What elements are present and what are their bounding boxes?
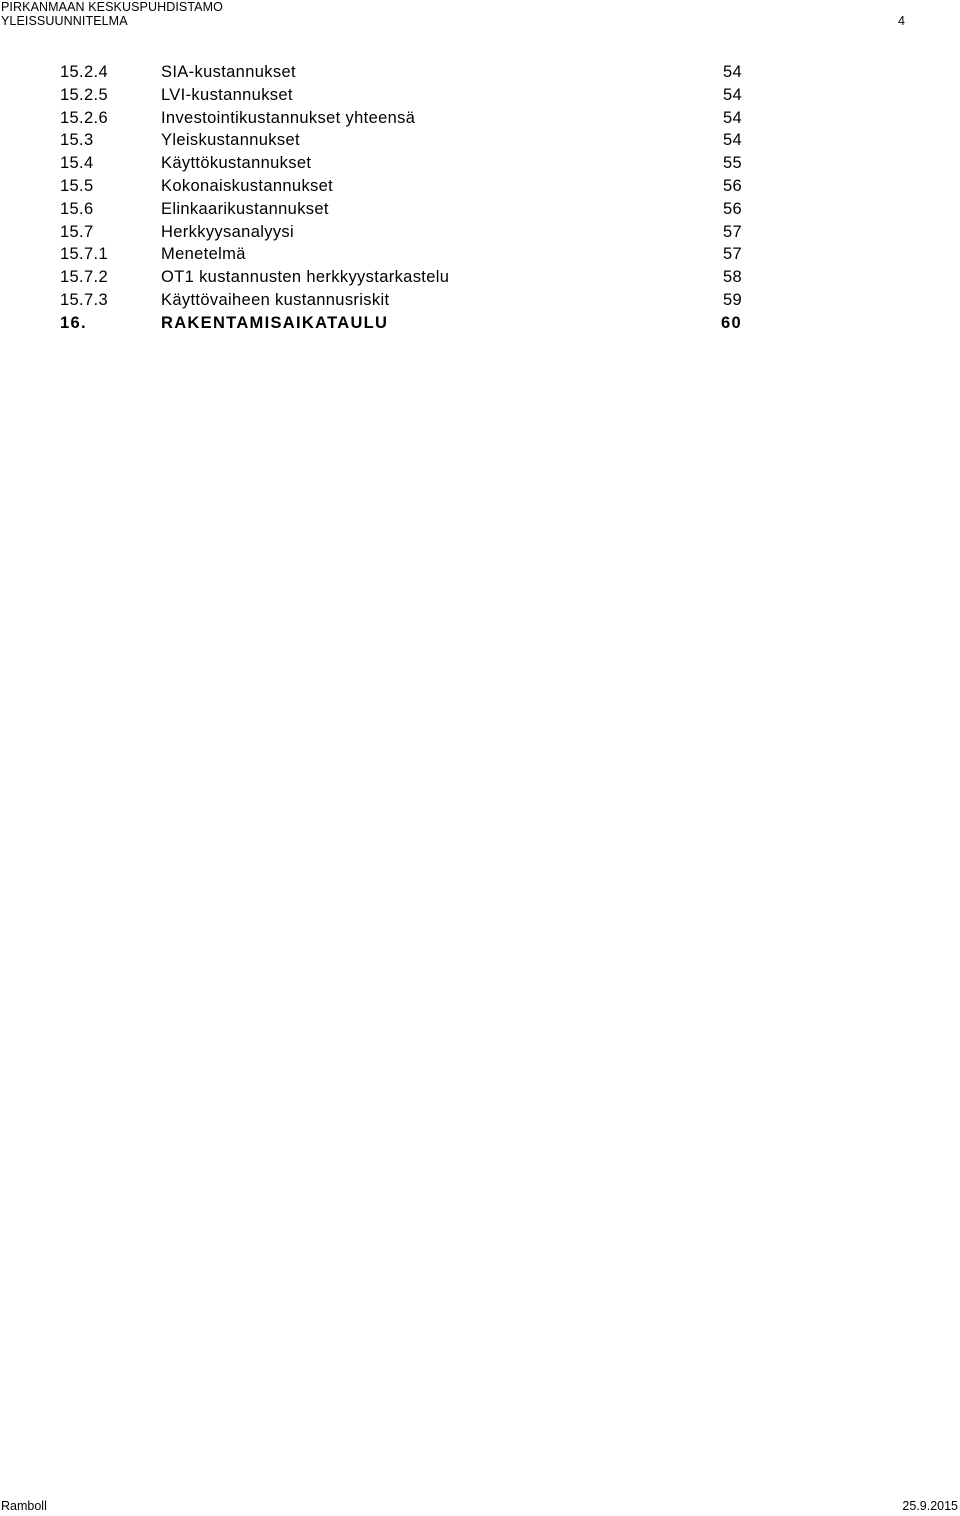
header-organization: PIRKANMAAN KESKUSPUHDISTAMO [1,0,223,14]
toc-entry-number: 15.4 [60,154,94,173]
toc-entry-title: SIA-kustannukset [161,63,296,81]
toc-entry[interactable] [60,243,744,266]
toc-entry-page: 54 [722,131,742,150]
toc-entry-page: 56 [722,199,742,218]
toc-entry[interactable] [60,266,744,289]
toc-entry-title: Elinkaarikustannukset [161,199,329,218]
toc-entry[interactable] [60,198,744,221]
toc-entry-title: Herkkyysanalyysi [161,222,295,241]
toc-entry-page: 54 [722,63,742,81]
toc-entry-number: 15.5 [60,176,94,195]
toc-entry-page: 55 [722,154,742,173]
toc-entry-number: 15.7.2 [60,268,108,287]
toc-entry-title: Yleiskustannukset [161,131,300,150]
toc-entry-page: 54 [722,85,742,104]
toc-entry-page: 56 [722,176,742,195]
toc-entry-page: 57 [722,245,742,264]
toc-entry-title: LVI-kustannukset [161,85,293,104]
toc-entry[interactable] [60,61,744,84]
toc-entry[interactable] [60,221,744,244]
toc-entry[interactable] [60,175,744,198]
toc-entry-number: 15.6 [60,199,94,218]
toc-entry-page: 57 [722,222,742,241]
footer-company: Ramboll [1,1499,47,1513]
toc-entry[interactable] [60,289,744,312]
toc-entry-page: 54 [722,108,742,127]
table-of-contents [60,61,744,335]
toc-entry-number: 15.2.6 [60,108,108,127]
toc-entry-number: 16. [60,313,87,332]
toc-entry-number: 15.7 [60,222,94,241]
toc-entry-page: 59 [722,290,742,309]
toc-entry-title: Käyttökustannukset [161,154,312,173]
page-number: 4 [898,14,905,28]
toc-chapter-entry[interactable] [60,312,744,335]
toc-entry[interactable] [60,129,744,152]
toc-entry-number: 15.7.3 [60,290,108,309]
header-document-title: YLEISSUUNNITELMA [1,14,128,28]
toc-entry-page: 58 [722,268,742,287]
toc-entry-title: Menetelmä [161,245,246,264]
toc-entry-number: 15.2.5 [60,85,108,104]
toc-entry[interactable] [60,84,744,107]
toc-entry[interactable] [60,152,744,175]
toc-entry-number: 15.7.1 [60,245,108,264]
toc-entry-number: 15.3 [60,131,94,150]
toc-entry-title: OT1 kustannusten herkkyystarkastelu [161,268,450,287]
toc-entry[interactable] [60,107,744,130]
toc-entry-title: RAKENTAMISAIKATAULU [161,313,389,332]
toc-entry-number: 15.2.4 [60,63,108,81]
toc-entry-page: 60 [721,313,742,332]
toc-entry-title: Investointikustannukset yhteensä [161,108,416,127]
toc-entry-title: Kokonaiskustannukset [161,176,334,195]
footer-date: 25.9.2015 [902,1499,958,1513]
toc-entry-title: Käyttövaiheen kustannusriskit [161,290,390,309]
